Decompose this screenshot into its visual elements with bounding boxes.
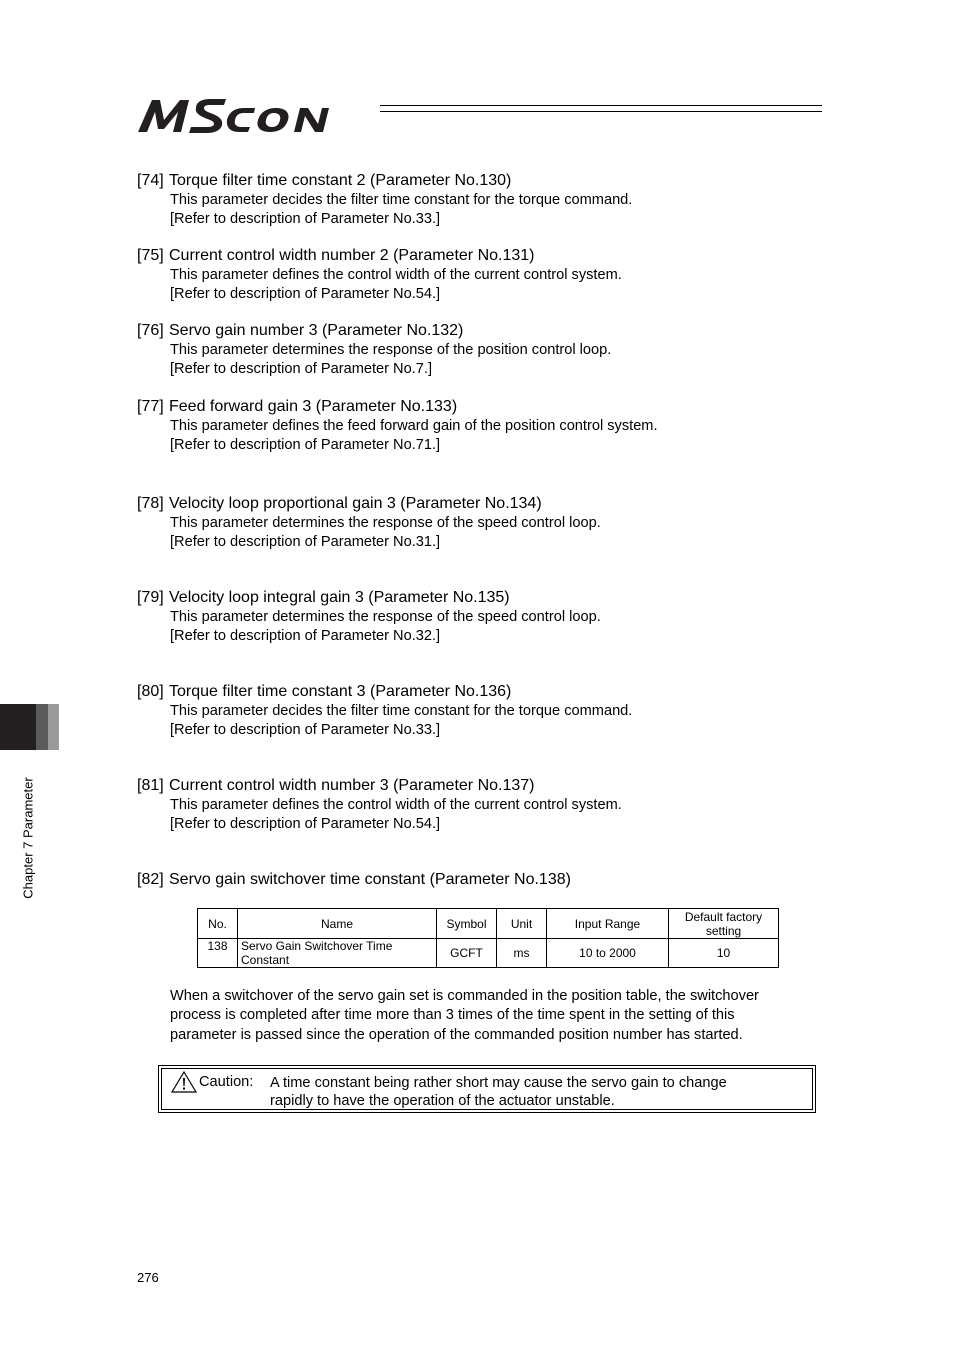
section-number: [82] <box>137 871 164 888</box>
section-79 <box>137 588 837 645</box>
section-body <box>170 191 837 228</box>
section-80 <box>137 682 837 739</box>
section-title-text: Servo gain number 3 (Parameter No.132) <box>169 322 464 339</box>
header-default <box>669 909 779 939</box>
section-desc: This parameter determines the response of the speed control loop. <box>170 609 601 625</box>
section-number: [81] <box>137 777 164 794</box>
section-ref: [Refer to description of Parameter No.71.] <box>170 436 441 453</box>
section-number: [77] <box>137 398 164 415</box>
cell-symbol: GCFT <box>437 939 497 968</box>
header-rule-top <box>380 105 822 106</box>
section-title-text: Velocity loop integral gain 3 (Parameter No.135) <box>169 589 510 606</box>
section-78 <box>137 494 837 551</box>
section-number: [75] <box>137 247 164 264</box>
caution-text <box>270 1074 727 1110</box>
section-desc: This parameter defines the feed forward gain of the position control system. <box>170 418 658 434</box>
section-77 <box>137 397 837 454</box>
warning-triangle-icon <box>171 1071 197 1098</box>
section-ref: [Refer to description of Parameter No.32.] <box>170 627 441 644</box>
chapter-tab-light <box>48 704 59 750</box>
section-desc: This parameter defines the control width of the current control system. <box>170 797 622 813</box>
caution-line: rapidly to have the operation of the actuator unstable. <box>270 1093 615 1109</box>
chapter-label: Chapter 7 Parameter <box>20 777 36 899</box>
description-line: When a switchover of the servo gain set is commanded in the position table, the switchover <box>170 988 759 1004</box>
page-number: 276 <box>137 1270 159 1285</box>
chapter-tab-dark <box>0 704 36 750</box>
section-ref: [Refer to description of Parameter No.31.] <box>170 533 441 550</box>
section-desc: This parameter determines the response of the position control loop. <box>170 342 612 358</box>
section-desc: This parameter defines the control width of the current control system. <box>170 267 622 283</box>
section-ref: [Refer to description of Parameter No.33.] <box>170 721 441 738</box>
section-number: [80] <box>137 683 164 700</box>
header-name: Name <box>238 909 437 939</box>
chapter-tab-mid <box>36 704 48 750</box>
section-body <box>170 796 837 833</box>
cell-no: 138 <box>198 939 238 968</box>
section-76 <box>137 321 837 378</box>
section-ref: [Refer to description of Parameter No.33.] <box>170 210 441 227</box>
section-body <box>170 702 837 739</box>
description-line: parameter is passed since the operation of the commanded position number has started. <box>170 1026 743 1043</box>
section-number: [76] <box>137 322 164 339</box>
description-line: process is completed after time more than 3 times of the time spent in the setting of this <box>170 1007 735 1024</box>
header-default-line2: setting <box>705 923 742 938</box>
section-81 <box>137 776 837 833</box>
mscon-logo <box>136 94 368 138</box>
caution-inner-border <box>161 1068 813 1110</box>
section-body <box>170 608 837 645</box>
table-row <box>198 939 779 968</box>
header-symbol: Symbol <box>437 909 497 939</box>
section-number: [74] <box>137 172 164 189</box>
caution-line: A time constant being rather short may cause the servo gain to change <box>270 1075 727 1091</box>
section-title <box>137 171 837 191</box>
section-title-text: Torque filter time constant 2 (Parameter No.130) <box>169 172 512 189</box>
cell-name-line1: Servo Gain Switchover Time <box>241 939 393 953</box>
header-default-line1: Default factory <box>684 909 763 924</box>
section-body <box>170 266 837 303</box>
section-title <box>137 776 837 796</box>
section-title-text: Servo gain switchover time constant (Parameter No.138) <box>169 871 571 888</box>
header-unit: Unit <box>497 909 547 939</box>
section-title <box>137 870 837 890</box>
description-paragraph <box>170 987 830 1045</box>
cell-unit: ms <box>497 939 547 968</box>
caution-label: Caution: <box>199 1074 254 1090</box>
section-74 <box>137 171 837 228</box>
section-desc: This parameter determines the response of the speed control loop. <box>170 515 601 531</box>
section-title-text: Feed forward gain 3 (Parameter No.133) <box>169 398 458 415</box>
section-82 <box>137 870 837 890</box>
section-title-text: Current control width number 3 (Parameter No.137) <box>169 777 535 794</box>
section-title <box>137 682 837 702</box>
cell-name <box>238 939 437 968</box>
section-title-text: Current control width number 2 (Parameter No.131) <box>169 247 535 264</box>
section-title <box>137 588 837 608</box>
section-desc: This parameter decides the filter time constant for the torque command. <box>170 703 633 719</box>
header-rule-bottom <box>380 111 822 112</box>
section-ref: [Refer to description of Parameter No.54.] <box>170 285 441 302</box>
section-ref: [Refer to description of Parameter No.54.] <box>170 815 441 832</box>
table-header-row <box>198 909 779 939</box>
parameter-table <box>197 908 779 968</box>
section-body <box>170 514 837 551</box>
cell-name-line2: Constant <box>241 953 290 967</box>
caution-box <box>158 1065 816 1113</box>
section-number: [79] <box>137 589 164 606</box>
section-title <box>137 246 837 266</box>
header-input-range: Input Range <box>547 909 669 939</box>
cell-default: 10 <box>669 939 779 968</box>
mscon-logo-graphic <box>136 94 368 138</box>
header-no: No. <box>198 909 238 939</box>
section-title-text: Velocity loop proportional gain 3 (Parameter No.134) <box>169 495 542 512</box>
section-75 <box>137 246 837 303</box>
section-title <box>137 494 837 514</box>
section-desc: This parameter decides the filter time constant for the torque command. <box>170 192 633 208</box>
section-body <box>170 417 837 454</box>
section-body <box>170 341 837 378</box>
section-title <box>137 397 837 417</box>
cell-input-range: 10 to 2000 <box>547 939 669 968</box>
section-ref: [Refer to description of Parameter No.7.] <box>170 360 432 377</box>
section-title-text: Torque filter time constant 3 (Parameter No.136) <box>169 683 512 700</box>
section-title <box>137 321 837 341</box>
section-number: [78] <box>137 495 164 512</box>
